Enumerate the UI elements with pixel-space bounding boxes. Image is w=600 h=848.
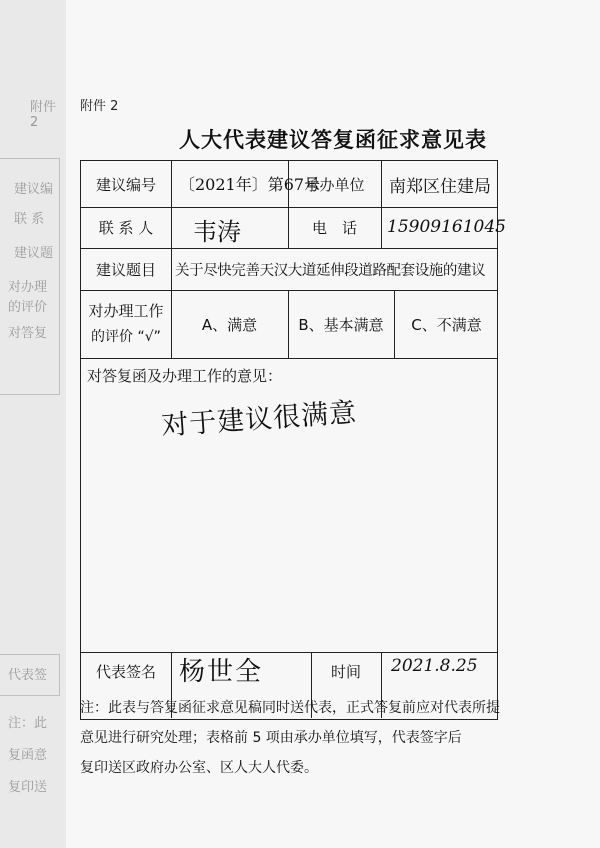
adjacent-fragment: 复印送 <box>8 780 48 795</box>
adjacent-fragment: 建议题 <box>14 246 54 261</box>
footnote-line: 注：此表与答复函征求意见稿同时送代表，正式答复前应对代表所提 <box>80 700 500 716</box>
contact-value: 韦涛 <box>193 218 241 246</box>
eval-label-line1: 对办理工作 <box>88 301 164 320</box>
number-value: 〔2021年〕第67号 <box>179 175 321 194</box>
option-basically-satisfied: B、基本满意 <box>298 315 384 334</box>
form-page <box>66 0 600 848</box>
option-unsatisfied: C、不满意 <box>411 315 482 334</box>
option-satisfied: A、满意 <box>201 315 258 334</box>
adjacent-fragment: 联 系 <box>14 212 45 227</box>
phone-value: 15909161045 <box>387 217 506 237</box>
dept-value: 南郑区住建局 <box>389 177 491 197</box>
adjacent-page <box>0 0 67 848</box>
signature-label: 代表签名 <box>95 662 156 681</box>
adjacent-fragment: 对办理 <box>8 280 48 295</box>
attachment-label: 附件 2 <box>80 99 119 114</box>
time-value: 2021.8.25 <box>391 656 478 676</box>
eval-label-line2: 的评价 “√” <box>91 329 161 345</box>
dept-label: 承办单位 <box>304 175 365 194</box>
phone-label: 电 话 <box>311 219 357 237</box>
time-label: 时间 <box>330 662 361 681</box>
footnote-line: 复印送区政府办公室、区人大人代委。 <box>80 760 318 776</box>
adjacent-fragment: 对答复 <box>8 326 48 341</box>
adjacent-fragment: 的评价 <box>8 300 48 315</box>
opinion-value: 对于建议很满意 <box>160 397 359 442</box>
number-label: 建议编号 <box>95 175 156 194</box>
topic-label: 建议题目 <box>95 260 156 279</box>
adjacent-fragment: 建议编 <box>14 182 54 197</box>
adjacent-fragment: 附件 2 <box>30 100 57 130</box>
opinion-form-table <box>80 160 506 720</box>
footnote <box>80 693 500 783</box>
footnote-line: 意见进行研究处理；表格前 5 项由承办单位填写，代表签字后 <box>80 730 462 746</box>
topic-value: 关于尽快完善天汉大道延伸段道路配套设施的建议 <box>175 263 486 279</box>
adjacent-fragment: 注：此 <box>8 716 48 731</box>
signature-value: 杨世全 <box>179 657 264 687</box>
adjacent-fragment: 代表签 <box>8 668 48 683</box>
contact-label: 联 系 人 <box>98 219 154 237</box>
page-title: 人大代表建议答复函征求意见表 <box>179 128 487 152</box>
opinion-label: 对答复函及办理工作的意见： <box>87 367 283 385</box>
adjacent-fragment: 复函意 <box>8 748 48 763</box>
